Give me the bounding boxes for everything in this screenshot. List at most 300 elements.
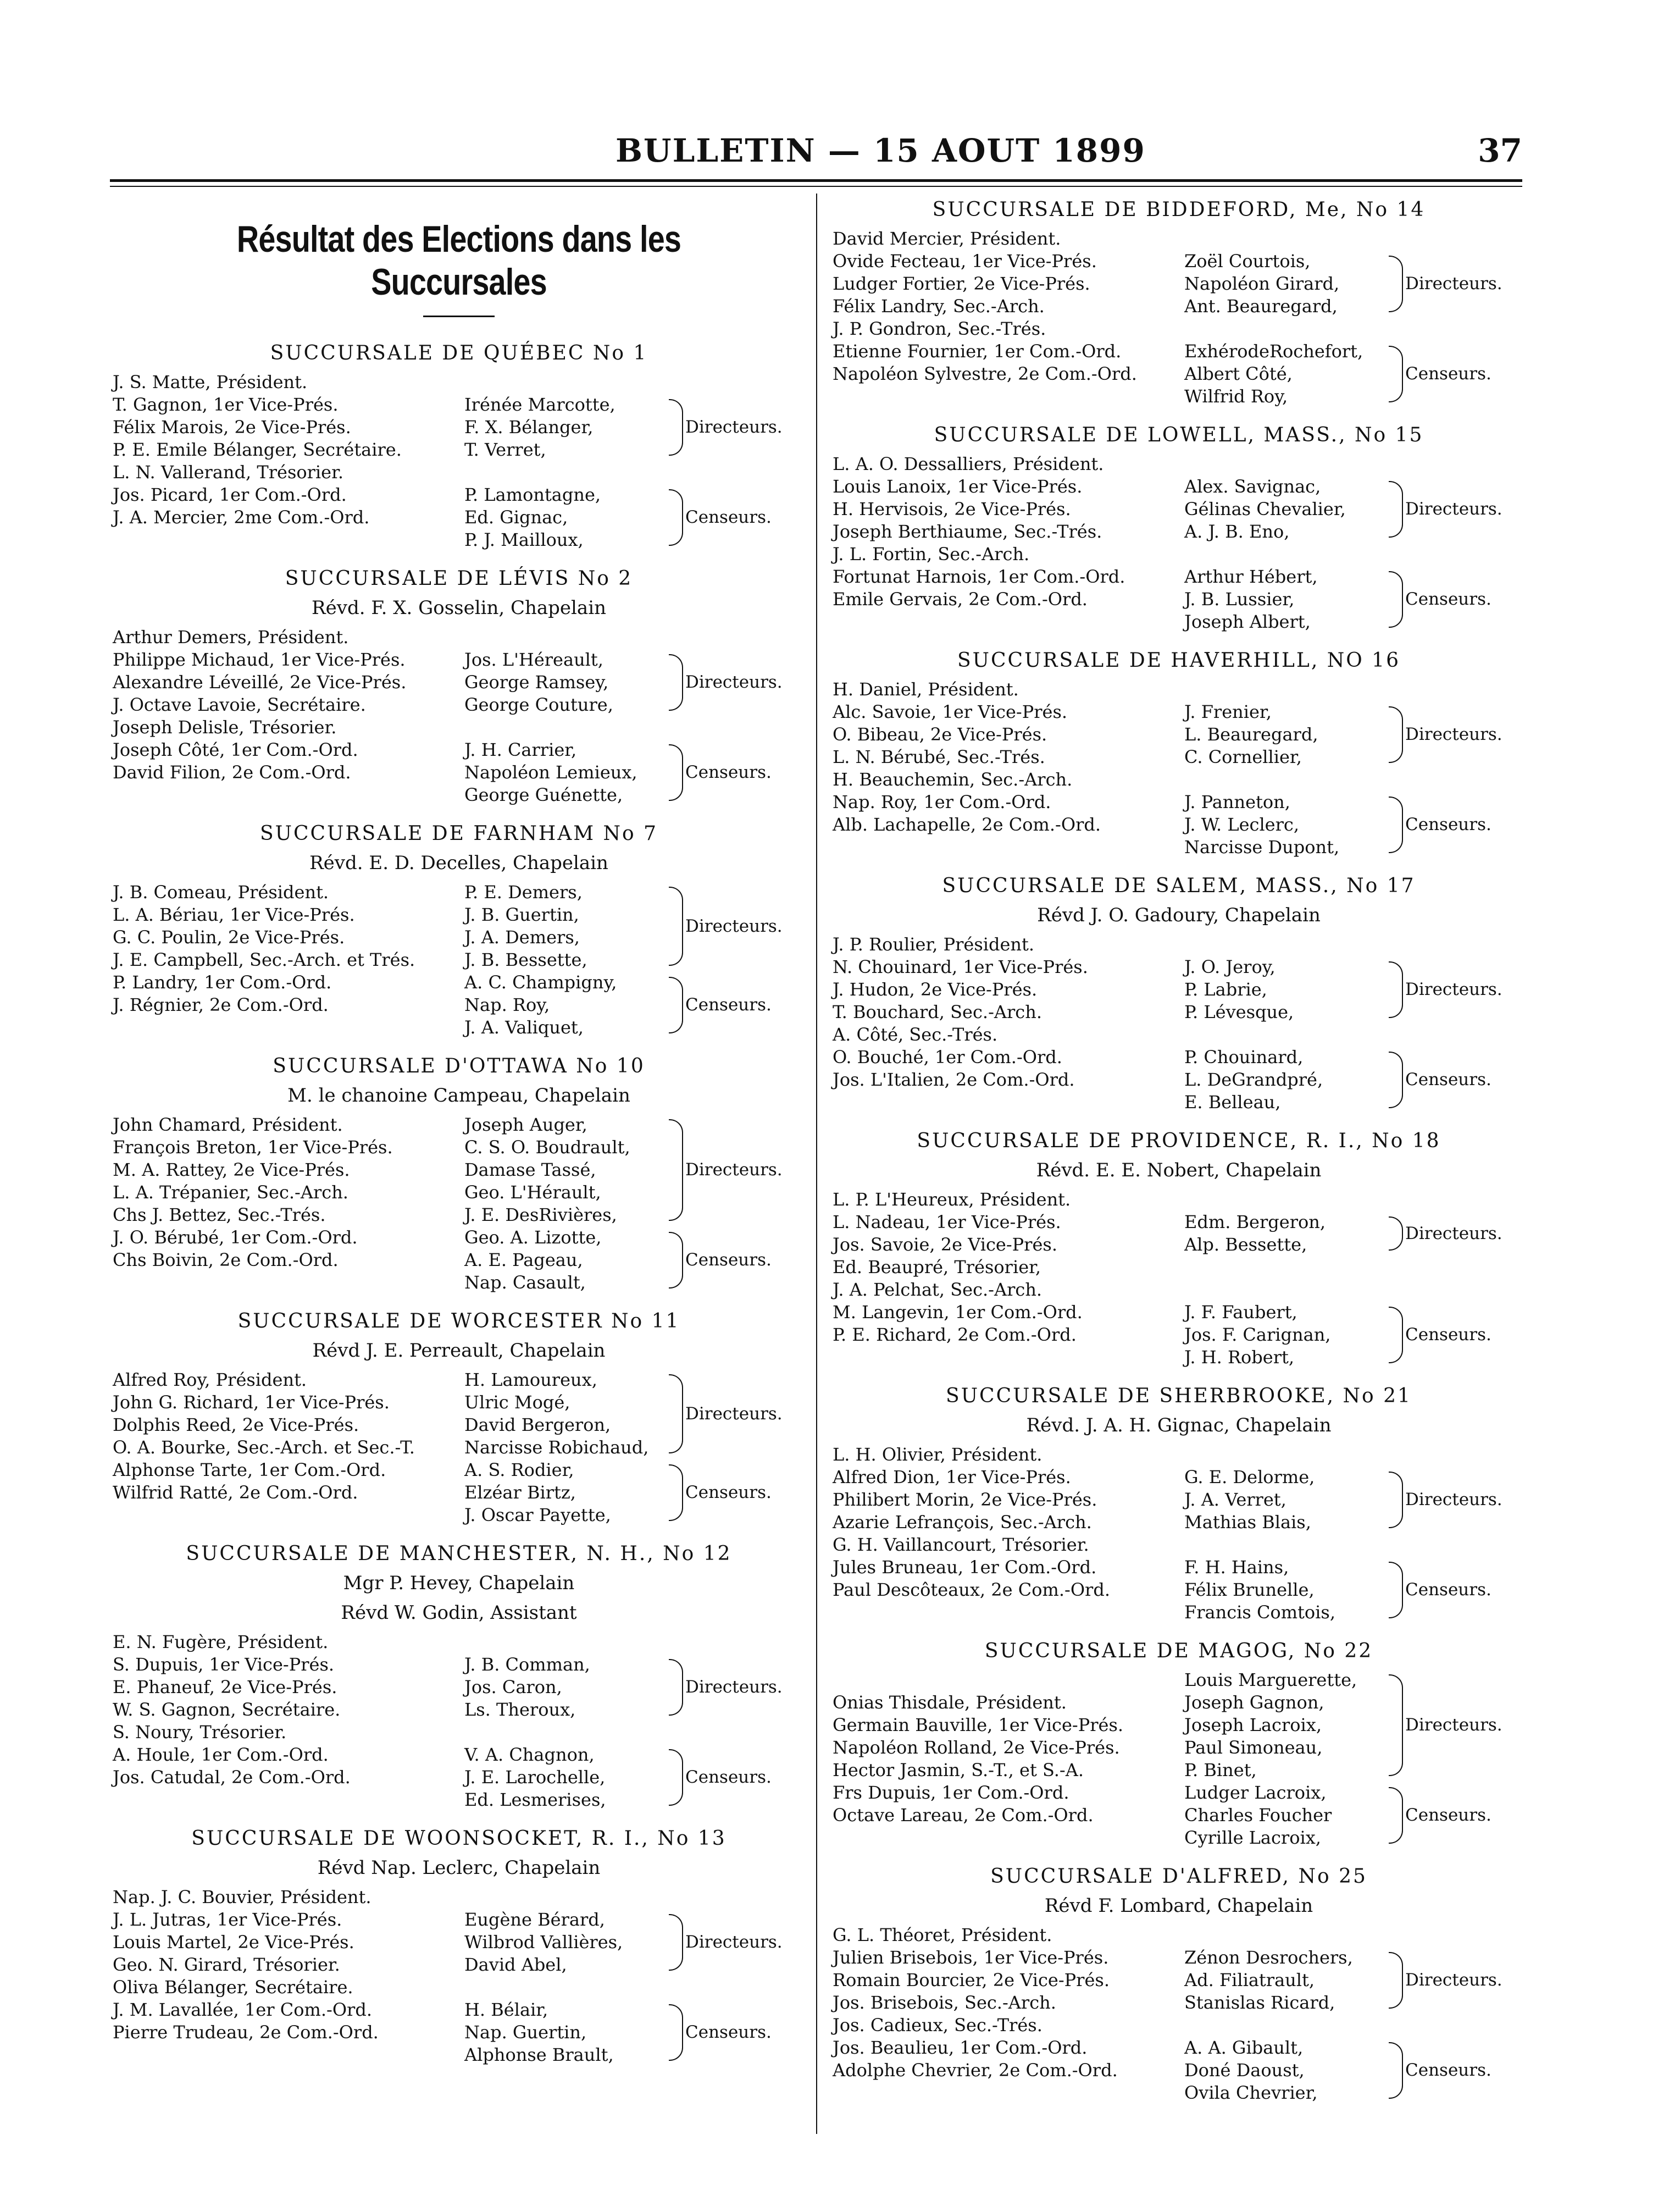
branch-section: [833, 1382, 1525, 1624]
officer-name: Jos. Picard, 1er Com.-Ord.: [113, 484, 347, 505]
group-label: Censeurs.: [685, 1250, 772, 1270]
member-name: Ovila Chevrier,: [1184, 2082, 1318, 2103]
officer-name: M. A. Rattey, 2e Vice-Prés.: [113, 1159, 350, 1180]
officer-name: Alfred Dion, 1er Vice-Prés.: [833, 1467, 1071, 1487]
member-name: [464, 1976, 669, 1999]
officer-name: [833, 836, 1184, 859]
officer-name: John G. Richard, 1er Vice-Prés.: [113, 1392, 390, 1413]
officer-name: Julien Brisebois, 1er Vice-Prés.: [833, 1947, 1109, 1968]
branch-title: SUCCURSALE DE QUÉBEC No 1: [270, 342, 648, 364]
brace: [1389, 1674, 1403, 1776]
member-name: [464, 1631, 669, 1654]
right-column: [833, 193, 1525, 2117]
member-name: Zénon Desrochers,: [1184, 1947, 1353, 1968]
officer-name: N. Chouinard, 1er Vice-Prés.: [833, 956, 1088, 977]
member-name: [1184, 228, 1389, 250]
officer-name: [113, 784, 464, 806]
branch-title: SUCCURSALE DE MAGOG, No 22: [984, 1640, 1373, 1662]
member-name: [1184, 1444, 1389, 1466]
page-number: 37: [1478, 132, 1522, 169]
chaplain-line: Révd. E. D. Decelles, Chapelain: [309, 852, 608, 874]
member-name: J. Oscar Payette,: [464, 1505, 611, 1525]
officer-grid: [833, 1188, 1525, 1369]
officer-grid: [833, 453, 1525, 633]
member-name: J. B. Guertin,: [464, 904, 579, 925]
officer-name: P. Landry, 1er Com.-Ord.: [113, 972, 332, 993]
brace: [669, 1659, 683, 1716]
officer-name: L. Nadeau, 1er Vice-Prés.: [833, 1212, 1061, 1232]
member-name: Alex. Savignac,: [1184, 476, 1321, 497]
member-name: Ludger Lacroix,: [1184, 1782, 1327, 1803]
member-name: Paul Simoneau,: [1184, 1737, 1323, 1758]
officer-name: David Mercier, Président.: [833, 228, 1061, 249]
member-name: Ad. Filiatrault,: [1184, 1970, 1315, 1990]
member-name: Stanislas Ricard,: [1184, 1992, 1335, 2013]
member-name: P. Binet,: [1184, 1760, 1257, 1780]
group-label: Directeurs.: [1405, 1490, 1502, 1509]
member-name: J. Frenier,: [1184, 701, 1272, 722]
chaplain-line: Révd. F. X. Gosselin, Chapelain: [312, 597, 606, 619]
member-name: J. Panneton,: [1184, 792, 1290, 812]
officer-name: Joseph Berthiaume, Sec.-Trés.: [833, 521, 1102, 542]
member-name: David Abel,: [464, 1954, 567, 1975]
officer-name: [833, 1091, 1184, 1114]
officer-name: A. Côté, Sec.-Trés.: [833, 1024, 998, 1045]
branch-title: SUCCURSALE DE FARNHAM No 7: [259, 822, 658, 845]
member-name: P. Lévesque,: [1184, 1002, 1294, 1022]
member-name: Francis Comtois,: [1184, 1602, 1335, 1623]
group-label: Directeurs.: [685, 1160, 783, 1180]
branch-section: [833, 421, 1525, 633]
member-name: [1184, 1924, 1389, 1946]
officer-name: A. Houle, 1er Com.-Ord.: [113, 1744, 329, 1765]
brace: [1389, 706, 1403, 763]
member-name: Napoléon Lemieux,: [464, 762, 637, 783]
member-name: J. H. Carrier,: [464, 739, 577, 760]
officer-name: J. P. Roulier, Président.: [833, 934, 1035, 955]
officer-grid: [113, 371, 805, 551]
officer-name: Napoléon Sylvestre, 2e Com.-Ord.: [833, 363, 1137, 384]
branch-title: SUCCURSALE DE HAVERHILL, NO 16: [957, 649, 1400, 672]
officer-name: J. Hudon, 2e Vice-Prés.: [833, 979, 1038, 1000]
member-name: Jos. F. Carignan,: [1184, 1324, 1331, 1345]
brace: [1389, 1052, 1403, 1108]
officer-name: [113, 529, 464, 551]
officer-name: Arthur Demers, Président.: [113, 627, 349, 648]
brace: [1389, 961, 1403, 1018]
branch-section: [833, 1637, 1525, 1849]
officer-name: Joseph Côté, 1er Com.-Ord.: [113, 739, 358, 760]
branch-section: [113, 565, 805, 806]
member-name: Gélinas Chevalier,: [1184, 499, 1346, 519]
member-name: Cyrille Lacroix,: [1184, 1827, 1321, 1848]
group-label: Censeurs.: [1405, 815, 1491, 834]
member-name: Arthur Hébert,: [1184, 566, 1318, 587]
officer-name: Chs J. Bettez, Sec.-Trés.: [113, 1204, 326, 1225]
officer-name: Nap. Roy, 1er Com.-Ord.: [833, 792, 1051, 812]
brace: [1389, 1787, 1403, 1844]
chaplain-line: Révd. J. A. H. Gignac, Chapelain: [1026, 1414, 1332, 1436]
branch-section: [833, 1127, 1525, 1369]
chaplain-line: Mgr P. Hevey, Chapelain: [343, 1572, 575, 1594]
officer-grid: [833, 678, 1525, 859]
member-name: J. A. Valiquet,: [464, 1017, 584, 1038]
officer-grid: [833, 228, 1525, 408]
member-name: Irénée Marcotte,: [464, 394, 615, 415]
member-name: George Couture,: [464, 694, 613, 715]
branch-section: [113, 1540, 805, 1811]
brace: [669, 1119, 683, 1221]
officer-name: [833, 1669, 1184, 1691]
officer-name: Wilfrid Ratté, 2e Com.-Ord.: [113, 1482, 358, 1503]
officer-name: M. Langevin, 1er Com.-Ord.: [833, 1302, 1083, 1323]
left-column: [113, 193, 805, 2080]
officer-name: Emile Gervais, 2e Com.-Ord.: [833, 589, 1088, 610]
member-name: C. Cornellier,: [1184, 746, 1302, 767]
brace: [1389, 1472, 1403, 1528]
member-name: P. Labrie,: [1184, 979, 1267, 1000]
member-name: [1184, 318, 1389, 340]
officer-name: Romain Bourcier, 2e Vice-Prés.: [833, 1970, 1110, 1990]
officer-name: J. O. Bérubé, 1er Com.-Ord.: [113, 1227, 358, 1248]
officer-name: S. Dupuis, 1er Vice-Prés.: [113, 1654, 335, 1675]
member-name: J. E. Larochelle,: [464, 1767, 606, 1788]
chaplain-line: Révd. E. E. Nobert, Chapelain: [1036, 1159, 1322, 1181]
officer-name: P. E. Richard, 2e Com.-Ord.: [833, 1324, 1077, 1345]
member-name: J. A. Verret,: [1184, 1489, 1287, 1510]
officer-name: Alb. Lachapelle, 2e Com.-Ord.: [833, 814, 1101, 835]
officer-name: Adolphe Chevrier, 2e Com.-Ord.: [833, 2060, 1118, 2081]
branch-section: [113, 1307, 805, 1527]
chaplain-line: Révd Nap. Leclerc, Chapelain: [317, 1857, 601, 1879]
member-name: Ant. Beauregard,: [1184, 296, 1338, 317]
group-label: Censeurs.: [1405, 1325, 1491, 1345]
officer-grid: [113, 1631, 805, 1811]
officer-name: Chs Boivin, 2e Com.-Ord.: [113, 1249, 339, 1270]
officer-name: [113, 1271, 464, 1294]
member-name: Napoléon Girard,: [1184, 273, 1340, 294]
member-name: Damase Tassé,: [464, 1159, 596, 1180]
officer-name: H. Beauchemin, Sec.-Arch.: [833, 769, 1073, 790]
member-name: A. S. Rodier,: [464, 1459, 574, 1480]
officer-name: Jos. Brisebois, Sec.-Arch.: [833, 1992, 1056, 2013]
member-name: E. Belleau,: [1184, 1092, 1281, 1113]
chaplain-line: Révd J. O. Gadoury, Chapelain: [1037, 904, 1321, 926]
officer-name: E. Phaneuf, 2e Vice-Prés.: [113, 1677, 337, 1697]
officer-name: Joseph Delisle, Trésorier.: [113, 717, 337, 738]
group-label: Censeurs.: [685, 1767, 772, 1787]
member-name: [464, 371, 669, 394]
member-name: [1184, 1024, 1389, 1046]
branch-title: SUCCURSALE DE MANCHESTER, N. H., No 12: [186, 1542, 732, 1565]
group-label: Directeurs.: [685, 916, 783, 936]
member-name: J. F. Faubert,: [1184, 1302, 1297, 1323]
right-sections: [833, 196, 1525, 2104]
branch-section: [833, 872, 1525, 1114]
group-label: Directeurs.: [1405, 1970, 1502, 1990]
page-title: BULLETIN — 15 AOUT 1899: [615, 132, 1146, 169]
officer-name: [113, 1789, 464, 1811]
brace: [669, 399, 683, 456]
officer-name: Jules Bruneau, 1er Com.-Ord.: [833, 1557, 1097, 1578]
brace: [669, 1749, 683, 1806]
officer-name: Ludger Fortier, 2e Vice-Prés.: [833, 273, 1090, 294]
brace: [669, 489, 683, 546]
officer-name: L. P. L'Heureux, Président.: [833, 1189, 1071, 1210]
officer-name: [113, 1504, 464, 1527]
officer-name: Alfred Roy, Président.: [113, 1369, 307, 1390]
group-label: Directeurs.: [685, 1403, 783, 1424]
member-name: Doné Daoust,: [1184, 2060, 1305, 2081]
member-name: Jos. Caron,: [464, 1677, 562, 1697]
member-name: V. A. Chagnon,: [464, 1744, 595, 1765]
branch-section: [113, 1052, 805, 1294]
officer-name: Fortunat Harnois, 1er Com.-Ord.: [833, 566, 1125, 587]
officer-name: L. H. Olivier, Président.: [833, 1444, 1043, 1465]
member-name: Alp. Bessette,: [1184, 1234, 1307, 1255]
group-label: Censeurs.: [1405, 1070, 1491, 1090]
member-name: C. S. O. Boudrault,: [464, 1137, 630, 1158]
branch-title: SUCCURSALE DE SHERBROOKE, No 21: [946, 1385, 1412, 1407]
officer-name: S. Noury, Trésorier.: [113, 1722, 287, 1743]
group-label: Directeurs.: [1405, 1223, 1502, 1243]
member-name: Eugène Bérard,: [464, 1909, 605, 1930]
member-name: A. A. Gibault,: [1184, 2037, 1304, 2058]
officer-name: W. S. Gagnon, Secrétaire.: [113, 1699, 341, 1720]
member-name: [464, 461, 669, 484]
officer-name: [833, 1346, 1184, 1369]
member-name: J. B. Comman,: [464, 1654, 590, 1675]
officer-name: Azarie Lefrançois, Sec.-Arch.: [833, 1512, 1092, 1533]
branch-title: SUCCURSALE DE LOWELL, MASS., No 15: [934, 424, 1424, 446]
officer-name: Nap. J. C. Bouvier, Président.: [113, 1887, 371, 1907]
brace: [669, 1232, 683, 1289]
officer-name: Geo. N. Girard, Trésorier.: [113, 1954, 340, 1975]
group-label: Directeurs.: [685, 1677, 783, 1697]
officer-name: Alphonse Tarte, 1er Com.-Ord.: [113, 1459, 386, 1480]
officer-name: J. P. Gondron, Sec.-Trés.: [833, 318, 1046, 339]
officer-name: Alc. Savoie, 1er Vice-Prés.: [833, 701, 1068, 722]
main-heading: Résultat des Elections dans les Succursales: [236, 218, 681, 303]
member-name: [464, 1886, 669, 1909]
member-name: David Bergeron,: [464, 1414, 611, 1435]
member-name: Elzéar Birtz,: [464, 1482, 576, 1503]
member-name: L. DeGrandpré,: [1184, 1069, 1323, 1090]
branch-section: [113, 1824, 805, 2066]
member-name: J. A. Demers,: [464, 927, 580, 948]
member-name: [1184, 933, 1389, 956]
officer-name: Ovide Fecteau, 1er Vice-Prés.: [833, 251, 1097, 272]
officer-name: H. Hervisois, 2e Vice-Prés.: [833, 499, 1071, 519]
member-name: [1184, 1279, 1389, 1301]
officer-name: John Chamard, Président.: [113, 1114, 343, 1135]
member-name: Ls. Theroux,: [464, 1699, 576, 1720]
member-name: Zoël Courtois,: [1184, 251, 1311, 272]
brace: [1389, 1216, 1403, 1251]
group-label: Directeurs.: [1405, 274, 1502, 294]
brace: [669, 1464, 683, 1521]
brace: [669, 977, 683, 1033]
officer-name: Dolphis Reed, 2e Vice-Prés.: [113, 1414, 359, 1435]
member-name: [1184, 2014, 1389, 2037]
officer-name: [833, 1601, 1184, 1624]
member-name: [1184, 1188, 1389, 1211]
member-name: Jos. L'Héreault,: [464, 649, 603, 670]
member-name: F. H. Hains,: [1184, 1557, 1289, 1578]
member-name: Joseph Gagnon,: [1184, 1692, 1324, 1713]
officer-name: T. Bouchard, Sec.-Arch.: [833, 1002, 1042, 1022]
officer-name: H. Daniel, Président.: [833, 679, 1019, 700]
member-name: Joseph Albert,: [1184, 611, 1311, 632]
officer-name: J. E. Campbell, Sec.-Arch. et Trés.: [113, 949, 415, 970]
officer-name: Louis Lanoix, 1er Vice-Prés.: [833, 476, 1083, 497]
member-name: Nap. Guertin,: [464, 2022, 587, 2043]
officer-name: Louis Martel, 2e Vice-Prés.: [113, 1932, 354, 1953]
member-name: Alphonse Brault,: [464, 2044, 614, 2065]
officer-name: Hector Jasmin, S.-T., et S.-A.: [833, 1760, 1084, 1780]
officer-name: Jos. Cadieux, Sec.-Trés.: [833, 2015, 1043, 2036]
brace: [1389, 571, 1403, 628]
member-name: Ed. Lesmerises,: [464, 1789, 606, 1810]
member-name: J. W. Leclerc,: [1184, 814, 1299, 835]
member-name: [1184, 768, 1389, 791]
member-name: L. Beauregard,: [1184, 724, 1318, 745]
officer-grid: [113, 1886, 805, 2066]
officer-name: G. L. Théoret, Président.: [833, 1925, 1052, 1945]
branch-title: SUCCURSALE DE PROVIDENCE, R. I., No 18: [917, 1130, 1441, 1152]
brace: [669, 1914, 683, 1971]
officer-name: G. H. Vaillancourt, Trésorier.: [833, 1534, 1089, 1555]
group-label: Censeurs.: [685, 507, 772, 527]
officer-name: [113, 2044, 464, 2066]
branch-section: [833, 1862, 1525, 2104]
brace: [669, 887, 683, 966]
brace: [1389, 346, 1403, 402]
brace: [1389, 797, 1403, 853]
officer-name: L. N. Bérubé, Sec.-Trés.: [833, 746, 1045, 767]
member-name: [1184, 1534, 1389, 1556]
officer-grid: [833, 1669, 1525, 1849]
branch-title: SUCCURSALE DE BIDDEFORD, Me, No 14: [932, 198, 1426, 221]
officer-name: L. A. O. Dessalliers, Président.: [833, 454, 1104, 474]
brace: [1389, 2042, 1403, 2099]
officer-grid: [113, 1114, 805, 1294]
officer-name: L. A. Trépanier, Sec.-Arch.: [113, 1182, 348, 1203]
column-divider: [816, 193, 817, 2134]
officer-name: Jos. L'Italien, 2e Com.-Ord.: [833, 1069, 1075, 1090]
officer-name: Napoléon Rolland, 2e Vice-Prés.: [833, 1737, 1120, 1758]
group-label: Censeurs.: [685, 1483, 772, 1502]
officer-name: Pierre Trudeau, 2e Com.-Ord.: [113, 2022, 379, 2043]
brace: [1389, 1562, 1403, 1618]
chaplain-line: M. le chanoine Campeau, Chapelain: [287, 1085, 630, 1107]
officer-name: Jos. Beaulieu, 1er Com.-Ord.: [833, 2037, 1088, 2058]
officer-name: [833, 2082, 1184, 2104]
officer-grid: [833, 933, 1525, 1114]
branch-title: SUCCURSALE D'ALFRED, No 25: [990, 1865, 1367, 1888]
page-header: [82, 132, 1522, 170]
brace: [1389, 1952, 1403, 2009]
member-name: [1184, 678, 1389, 701]
member-name: J. O. Jeroy,: [1184, 956, 1276, 977]
officer-name: Onias Thisdale, Président.: [833, 1692, 1067, 1713]
officer-name: J. S. Matte, Président.: [113, 372, 308, 392]
officer-name: J. Octave Lavoie, Secrétaire.: [113, 694, 366, 715]
officer-name: Philippe Michaud, 1er Vice-Prés.: [113, 649, 406, 670]
member-name: Louis Marguerette,: [1184, 1669, 1357, 1690]
officer-name: O. A. Bourke, Sec.-Arch. et Sec.-T.: [113, 1437, 415, 1458]
officer-name: Philibert Morin, 2e Vice-Prés.: [833, 1489, 1097, 1510]
member-name: George Guénette,: [464, 784, 623, 805]
group-label: Censeurs.: [1405, 1805, 1491, 1825]
member-name: [1184, 453, 1389, 475]
group-label: Directeurs.: [1405, 980, 1502, 999]
member-name: P. J. Mailloux,: [464, 529, 584, 550]
member-name: P. E. Demers,: [464, 882, 583, 903]
officer-name: J. L. Jutras, 1er Vice-Prés.: [113, 1909, 342, 1930]
officer-name: François Breton, 1er Vice-Prés.: [113, 1137, 393, 1158]
branch-title: SUCCURSALE DE WORCESTER No 11: [237, 1310, 680, 1332]
member-name: Ed. Gignac,: [464, 507, 568, 528]
member-name: Joseph Auger,: [464, 1114, 587, 1135]
officer-name: J. M. Lavallée, 1er Com.-Ord.: [113, 1999, 372, 2020]
officer-grid: [833, 1924, 1525, 2104]
officer-name: J. A. Pelchat, Sec.-Arch.: [833, 1279, 1043, 1300]
group-label: Censeurs.: [685, 2022, 772, 2042]
group-label: Censeurs.: [1405, 2060, 1491, 2080]
officer-name: Octave Lareau, 2e Com.-Ord.: [833, 1805, 1094, 1826]
officer-name: [833, 611, 1184, 633]
branch-title: SUCCURSALE DE LÉVIS No 2: [285, 567, 633, 590]
officer-name: David Filion, 2e Com.-Ord.: [113, 762, 351, 783]
group-label: Directeurs.: [685, 672, 783, 692]
group-label: Censeurs.: [685, 995, 772, 1015]
officer-name: Etienne Fournier, 1er Com.-Ord.: [833, 341, 1122, 362]
group-label: Directeurs.: [685, 1932, 783, 1952]
member-name: Joseph Lacroix,: [1184, 1715, 1322, 1735]
officer-name: [833, 385, 1184, 408]
member-name: T. Verret,: [464, 439, 546, 460]
member-name: P. Chouinard,: [1184, 1047, 1304, 1068]
officer-name: J. B. Comeau, Président.: [113, 882, 329, 903]
officer-name: Frs Dupuis, 1er Com.-Ord.: [833, 1782, 1069, 1803]
member-name: A. J. B. Eno,: [1184, 521, 1290, 542]
chaplain-line: Révd J. E. Perreault, Chapelain: [312, 1340, 606, 1362]
brace: [1389, 481, 1403, 538]
branch-section: [113, 339, 805, 551]
branch-section: [833, 196, 1525, 408]
branch-title: SUCCURSALE D'OTTAWA No 10: [273, 1055, 645, 1077]
group-label: Censeurs.: [1405, 1580, 1491, 1600]
group-label: Directeurs.: [1405, 725, 1502, 744]
member-name: Wilfrid Roy,: [1184, 386, 1288, 407]
group-label: Censeurs.: [1405, 364, 1491, 384]
member-name: Geo. A. Lizotte,: [464, 1227, 602, 1248]
member-name: A. E. Pageau,: [464, 1249, 583, 1270]
brace: [669, 1374, 683, 1453]
member-name: Nap. Casault,: [464, 1272, 586, 1293]
group-label: Directeurs.: [685, 417, 783, 437]
member-name: [464, 626, 669, 649]
officer-name: O. Bibeau, 2e Vice-Prés.: [833, 724, 1047, 745]
member-name: Narcisse Robichaud,: [464, 1437, 649, 1458]
branch-title: SUCCURSALE DE WOONSOCKET, R. I., No 13: [191, 1827, 727, 1850]
group-label: Censeurs.: [685, 762, 772, 782]
member-name: J. H. Robert,: [1184, 1347, 1295, 1368]
member-name: G. E. Delorme,: [1184, 1467, 1315, 1487]
member-name: J. B. Lussier,: [1184, 589, 1295, 610]
group-label: Directeurs.: [1405, 499, 1502, 519]
